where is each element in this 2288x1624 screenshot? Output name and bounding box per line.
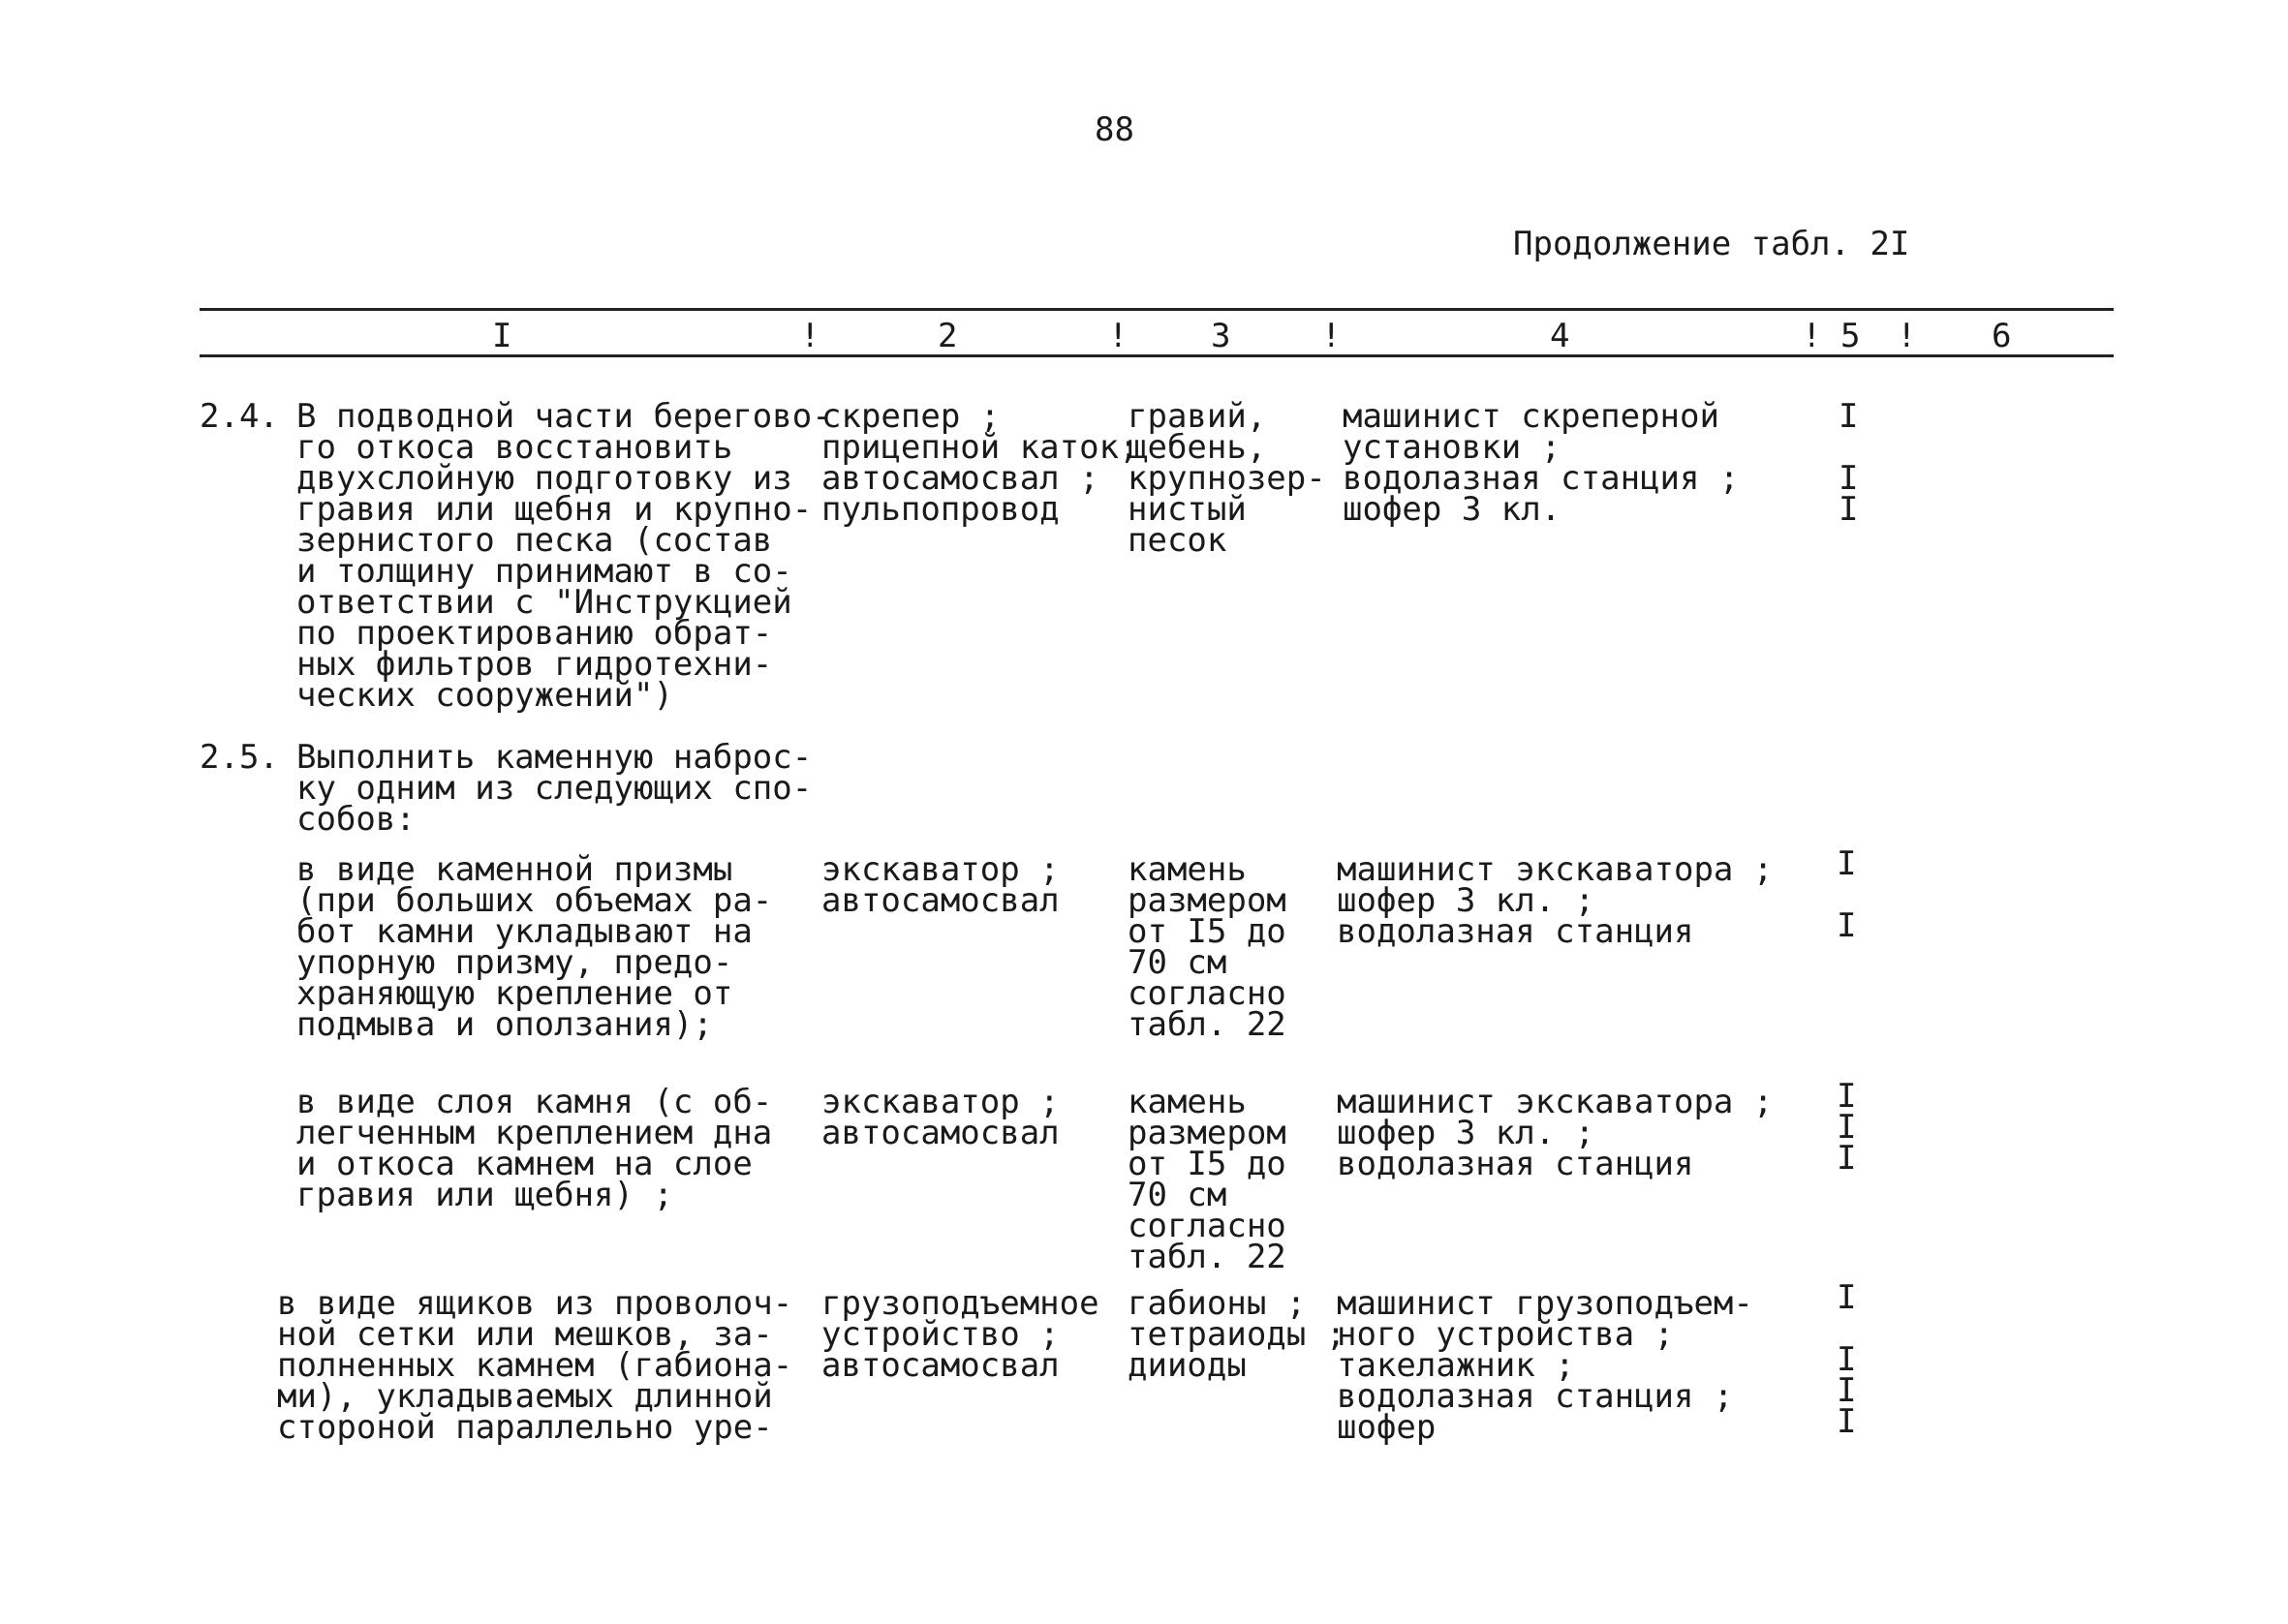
row-count: I I I I xyxy=(1837,1278,1857,1441)
row-workers: машинист экскаватора ; шофер 3 кл. ; водолазная станция xyxy=(1337,850,1774,951)
table-top-rule xyxy=(200,308,2114,311)
row-description: Выполнить каменную наброс- ку одним из следующих спо- собов: xyxy=(296,738,813,839)
row-description: в виде каменной призмы (при больших объемах ра- бот камни укладывают на упорную призму, предо- храняющую крепление от подмыва и оползания); xyxy=(296,850,773,1044)
header-separator: ! xyxy=(800,317,820,355)
row-machinery: экскаватор ; автосамосвал xyxy=(821,850,1060,920)
row-count: I I I xyxy=(1837,1077,1857,1178)
header-separator: ! xyxy=(1897,317,1917,355)
row-description: В подводной части берегово- го откоса восстановить двухслойную подготовку из гравия или щебня и крупно- зернистого песка (состав и толщину принимают в со- ответствии с "Инструкцией по проектированию обрат- ных фильтров гидротехни- ческих сооружений") xyxy=(296,397,832,715)
row-materials: габионы ; тетраиоды ; дииоды xyxy=(1128,1284,1346,1385)
row-machinery: грузоподъемное устройство ; автосамосвал xyxy=(821,1284,1099,1385)
page-number: 88 xyxy=(1095,110,1134,149)
row-count: I I xyxy=(1837,844,1857,945)
row-description: в виде слоя камня (с об- легченным креплением дна и откоса камнем на слое гравия или щебня) ; xyxy=(296,1083,773,1214)
table-continuation-label: Продолжение табл. 2I xyxy=(1513,225,1910,263)
header-col-2: 2 xyxy=(938,317,958,355)
row-workers: машинист скреперной установки ; водолазная станция ; шофер 3 кл. xyxy=(1343,397,1740,529)
row-number: 2.5. xyxy=(200,738,279,777)
row-machinery: скрепер ; прицепной каток; автосамосвал ; пульпопровод xyxy=(821,397,1139,529)
header-col-3: 3 xyxy=(1211,317,1231,355)
row-materials: камень размером от I5 до 70 см согласно табл. 22 xyxy=(1128,1083,1286,1276)
header-col-4: 4 xyxy=(1550,317,1570,355)
table-header-rule xyxy=(200,354,2114,357)
header-separator: ! xyxy=(1108,317,1129,355)
header-col-1: I xyxy=(492,317,512,355)
row-number: 2.4. xyxy=(200,397,279,436)
row-workers: машинист грузоподъем- ного устройства ; такелажник ; водолазная станция ; шофер xyxy=(1337,1284,1753,1447)
row-machinery: экскаватор ; автосамосвал xyxy=(821,1083,1060,1152)
row-workers: машинист экскаватора ; шофер 3 кл. ; водолазная станция xyxy=(1337,1083,1774,1183)
row-count: I I I xyxy=(1839,397,1859,529)
header-col-6: 6 xyxy=(1992,317,2012,355)
header-col-5: 5 xyxy=(1840,317,1861,355)
row-materials: камень размером от I5 до 70 см согласно табл. 22 xyxy=(1128,850,1286,1044)
header-separator: ! xyxy=(1802,317,1822,355)
header-separator: ! xyxy=(1321,317,1342,355)
row-materials: гравий, щебень, крупнозер- нистый песок xyxy=(1128,397,1326,560)
row-description: в виде ящиков из проволоч- ной сетки или мешков, за- полненных камнем (габиона- ми), укладываемых длинной стороной параллельно уре- xyxy=(277,1284,793,1447)
